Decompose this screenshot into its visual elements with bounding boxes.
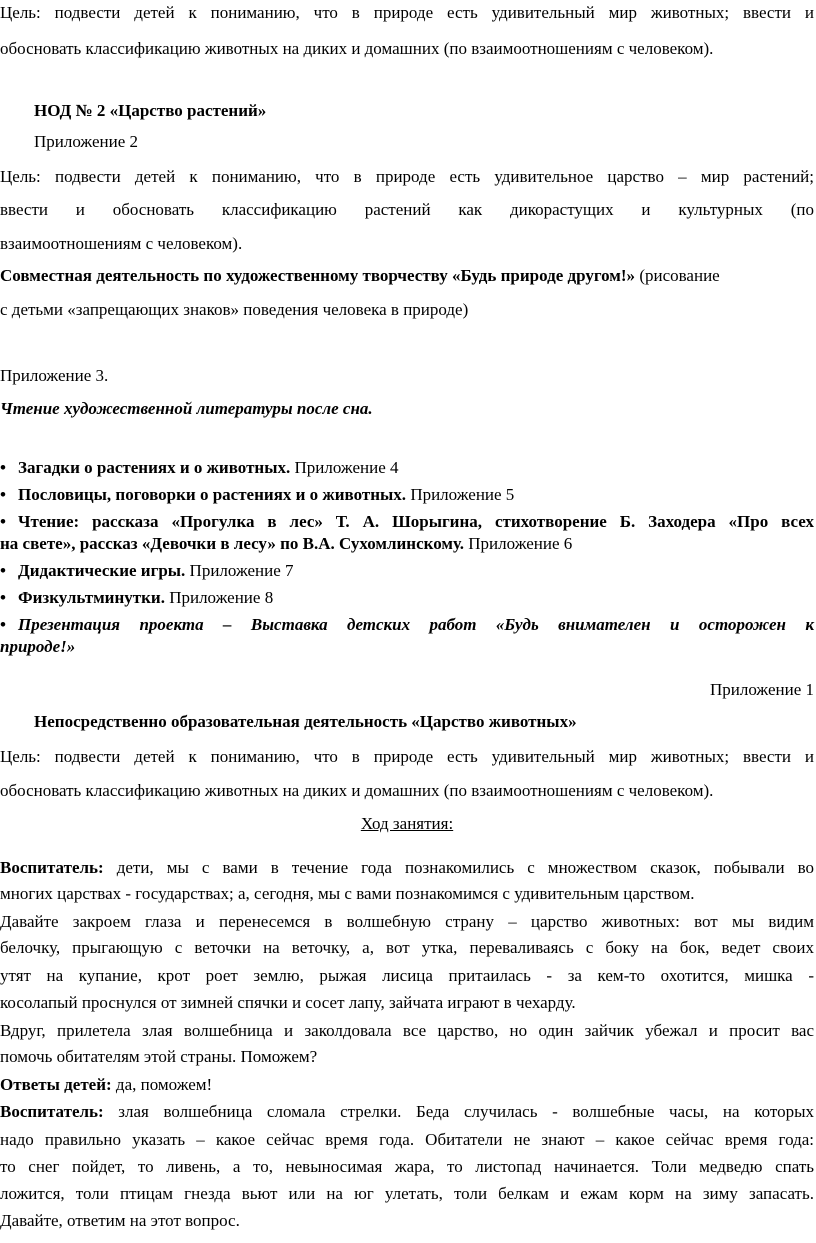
bullet-item-exercises: • Физкультминутки. Приложение 8 <box>0 588 274 607</box>
top-goal-line-2: обосновать классификацию животных на диких и домашних (по взаимоотношениям с человеком). <box>0 39 714 58</box>
nod2-heading: НОД № 2 «Царство растений» <box>34 101 267 120</box>
bullet-icon: • <box>0 512 6 531</box>
bullet-item-presentation-line-1: • Презентация проекта – Выставка детских работ «Будь внимателен и осторожен к <box>0 615 814 634</box>
teacher-p3-line-1: Вдруг, прилетела злая волшебница и заколдовала все царство, но один зайчик убежал и просит вас <box>0 1021 814 1040</box>
teacher-p4-line-4: ложится, толи птицам гнезда вьют или на юг улетать, толи белкам и ежам корм на зиму запасать. <box>0 1184 814 1203</box>
nod2-goal-line-3: взаимоотношениям с человеком). <box>0 234 243 253</box>
children-answer: Ответы детей: да, поможем! <box>0 1075 213 1094</box>
course-heading: Ход занятия: <box>360 814 454 833</box>
teacher-p2-line-4: косолапый проснулся от зимней спячки и сосет лапу, зайчата играют в чехарду. <box>0 993 576 1012</box>
bullet-icon: • <box>0 458 6 477</box>
teacher-p1-line-2: многих царствах - государствах; а, сегодня, мы с вами познакомимся с удивительным царством. <box>0 884 695 903</box>
teacher-p1-line-1: Воспитатель: дети, мы с вами в течение года познакомились с множеством сказок, побывали во <box>0 858 814 877</box>
nod2-joint-line-2: с детьми «запрещающих знаков» поведения человека в природе) <box>0 300 469 319</box>
appendix3-label: Приложение 3. <box>0 366 109 385</box>
teacher-label: Воспитатель: <box>0 858 104 877</box>
bullet-icon: • <box>0 485 6 504</box>
nod2-goal-line-1: Цель: подвести детей к пониманию, что в природе есть удивительное царство – мир растений; <box>0 167 814 186</box>
appendix1-heading: Непосредственно образовательная деятельность «Царство животных» <box>34 712 577 731</box>
nod2-joint-line-1 <box>0 265 814 287</box>
appendix1-label: Приложение 1 <box>710 680 814 699</box>
reading-heading: Чтение художественной литературы после сна. <box>0 399 373 418</box>
bullet-item-games: • Дидактические игры. Приложение 7 <box>0 561 294 580</box>
bullet-icon: • <box>0 615 6 634</box>
joint-activity-rest: (рисование <box>635 266 720 285</box>
teacher-p2-line-3: утят на купание, крот роет землю, рыжая лисица притаилась - за кем-то охотится, мишка - <box>0 966 814 985</box>
teacher-label: Воспитатель: <box>0 1102 104 1121</box>
teacher-p4-line-3: то снег пойдет, то ливень, а то, невыносимая жара, то листопад начинается. Толи медведю спать <box>0 1157 814 1176</box>
nod2-goal-line-2: ввести и обосновать классификацию растений как дикорастущих и культурных (по <box>0 200 814 219</box>
children-label: Ответы детей: <box>0 1075 112 1094</box>
teacher-p4-line-2: надо правильно указать – какое сейчас время года. Обитатели не знают – какое сейчас время года: <box>0 1130 814 1149</box>
teacher-p3-line-2: помочь обитателям этой страны. Поможем? <box>0 1047 318 1066</box>
top-goal-line-1: Цель: подвести детей к пониманию, что в природе есть удивительный мир животных; ввести и <box>0 3 814 22</box>
bullet-item-riddles: • Загадки о растениях и о животных. Приложение 4 <box>0 458 399 477</box>
teacher-p2-line-1: Давайте закроем глаза и перенесемся в волшебную страну – царство животных: вот мы видим <box>0 912 814 931</box>
bullet-item-reading-line-2: на свете», рассказ «Девочки в лесу» по В.А. Сухомлинскому. Приложение 6 <box>0 534 573 553</box>
bullet-item-proverbs: • Пословицы, поговорки о растениях и о животных. Приложение 5 <box>0 485 515 504</box>
teacher-p4-line-5: Давайте, ответим на этот вопрос. <box>0 1211 240 1230</box>
appendix1-goal-line-2: обосновать классификацию животных на диких и домашних (по взаимоотношениям с человеком). <box>0 781 714 800</box>
joint-activity-title: Совместная деятельность по художественному творчеству «Будь природе другом!» <box>0 266 636 285</box>
teacher-p4-line-1: Воспитатель: злая волшебница сломала стрелки. Беда случилась - волшебные часы, на которых <box>0 1102 814 1121</box>
bullet-icon: • <box>0 561 6 580</box>
appendix1-goal-line-1: Цель: подвести детей к пониманию, что в природе есть удивительный мир животных; ввести и <box>0 747 814 766</box>
nod2-appendix: Приложение 2 <box>34 132 138 151</box>
teacher-p2-line-2: белочку, прыгающую с веточки на веточку, а, вот утка, переваливаясь с боку на бок, ведет своих <box>0 938 814 957</box>
bullet-icon: • <box>0 588 6 607</box>
bullet-item-reading-line-1: • Чтение: рассказа «Прогулка в лес» Т. А. Шорыгина, стихотворение Б. Заходера «Про всех <box>0 512 814 531</box>
bullet-item-presentation-line-2: природе!» <box>0 637 76 656</box>
